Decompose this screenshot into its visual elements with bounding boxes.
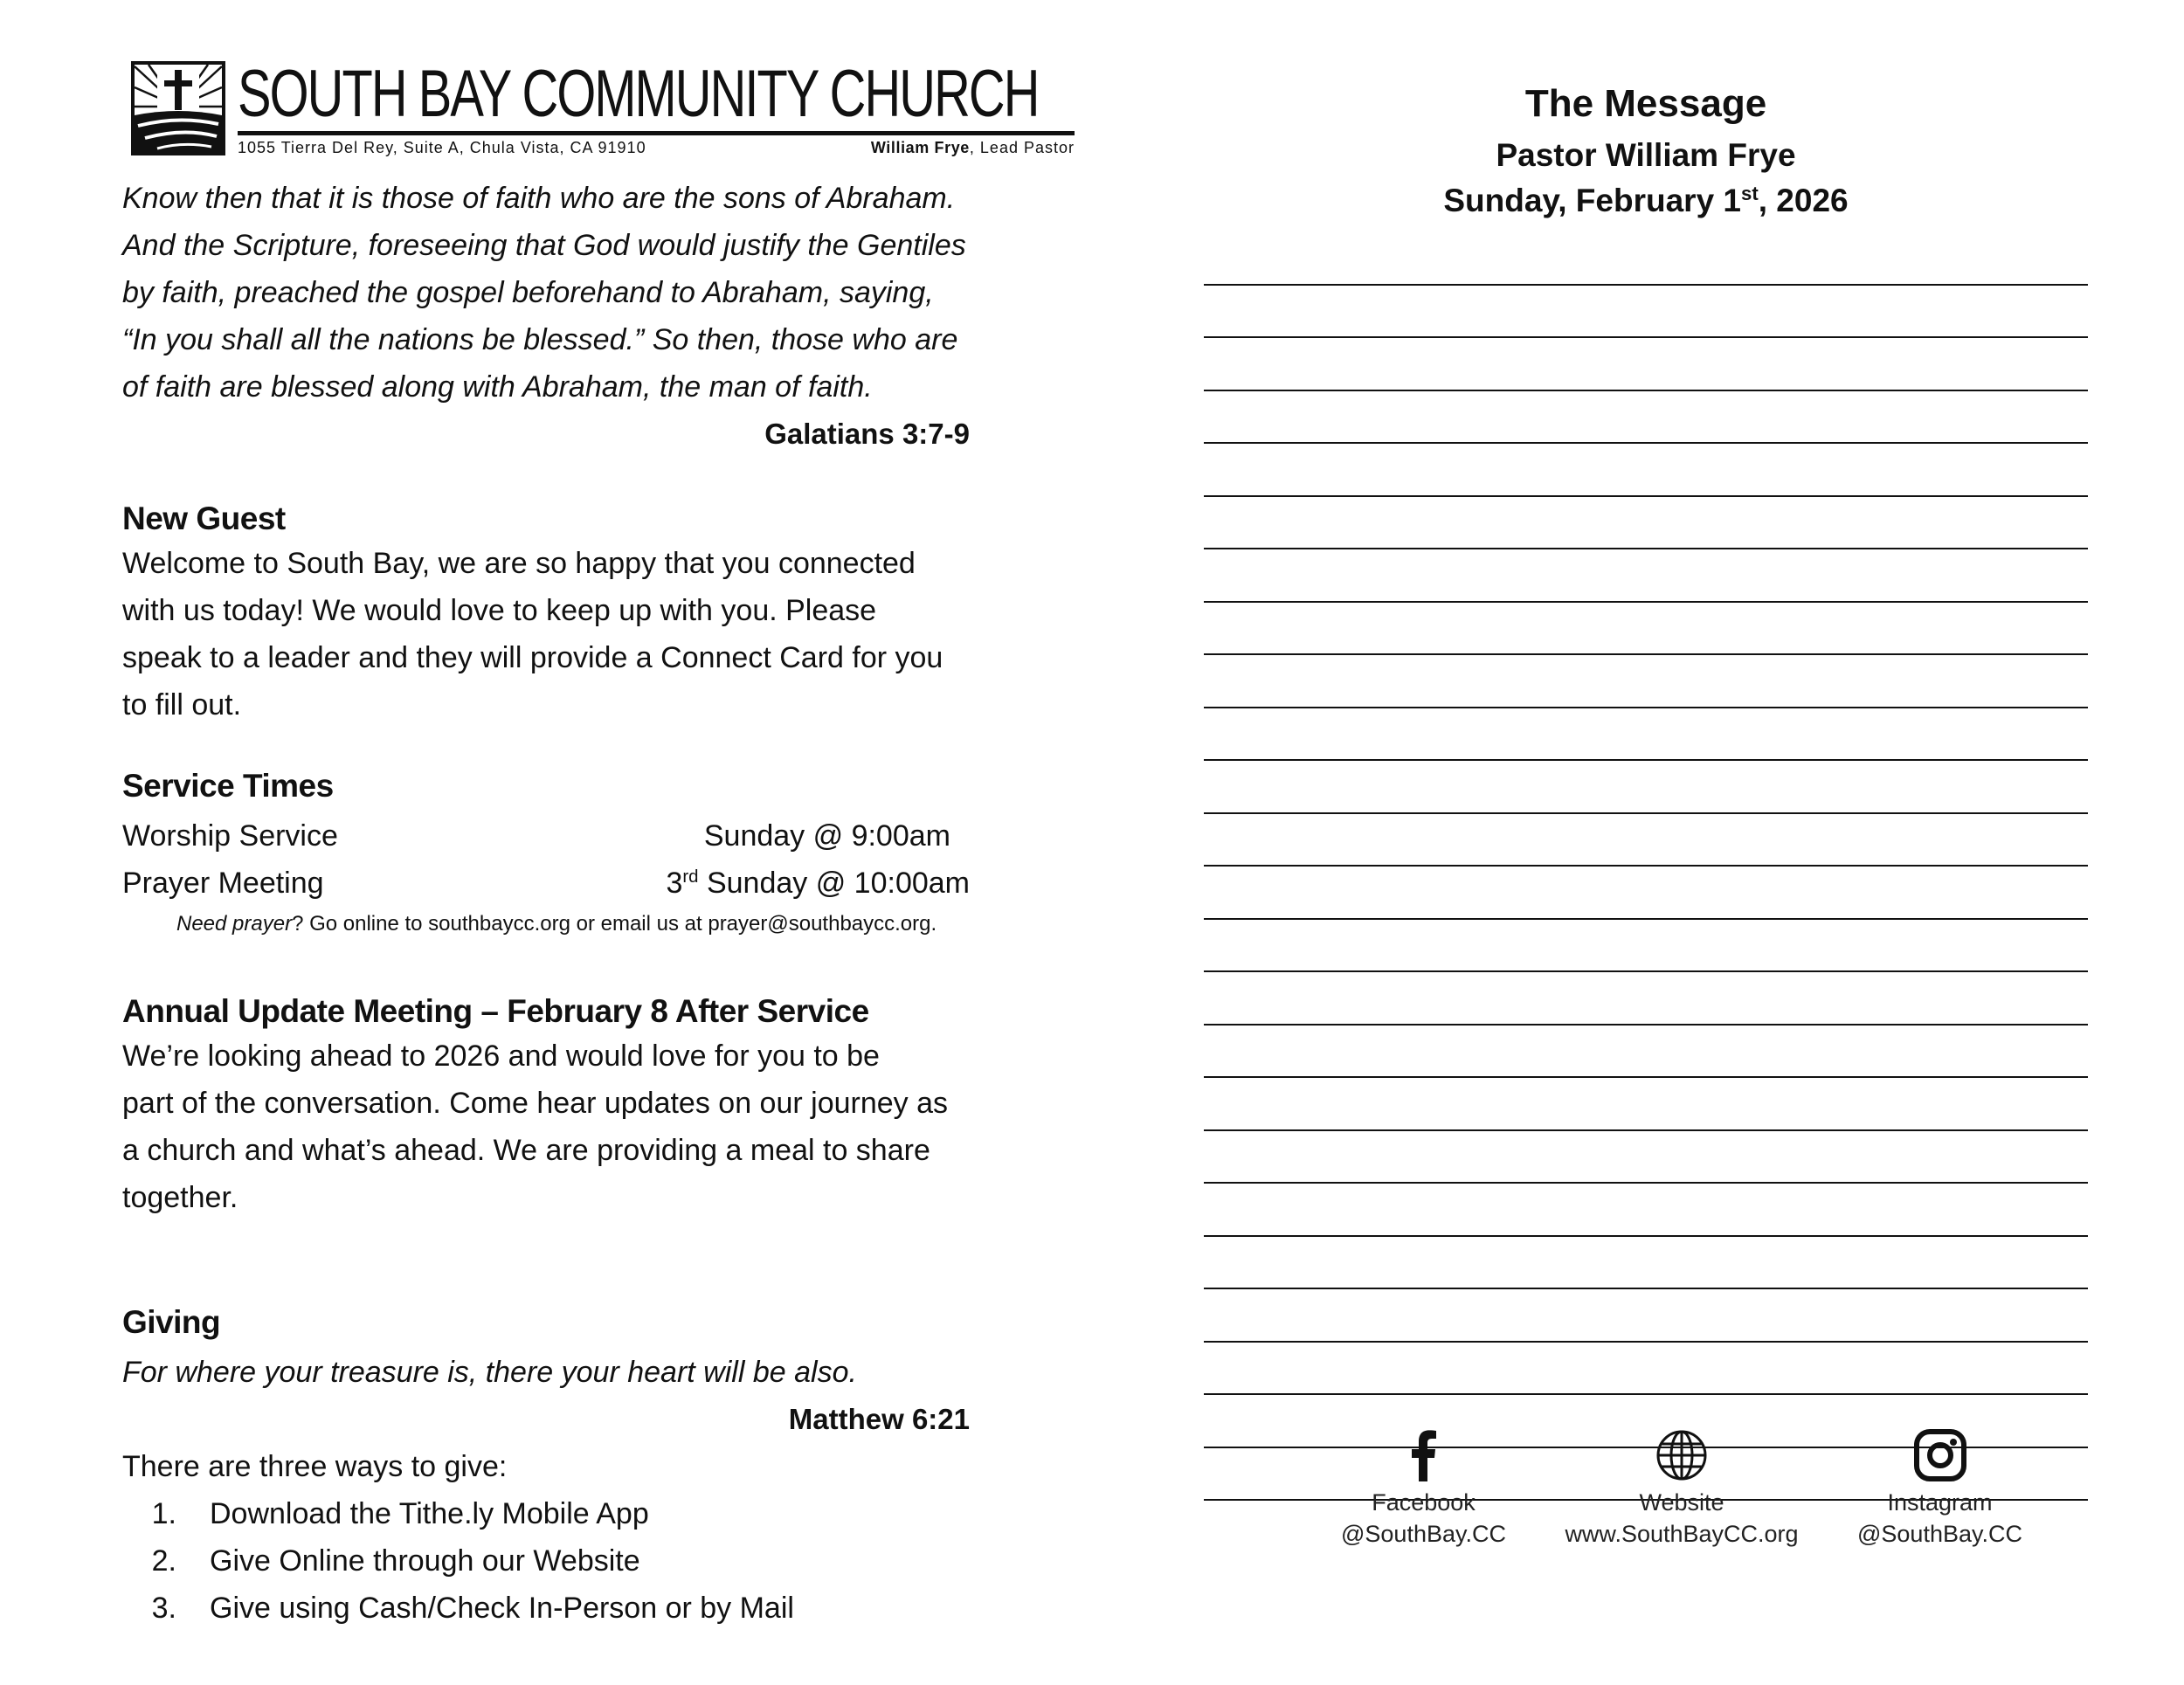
facebook-icon [1411, 1429, 1437, 1481]
instagram-link[interactable] [1857, 1417, 2022, 1550]
list-number: 2. [151, 1544, 176, 1578]
giving-intro: There are three ways to give: [122, 1450, 508, 1483]
giving-heading: Giving [122, 1304, 221, 1340]
church-address: 1055 Tierra Del Rey, Suite A, Chula Vista, CA 91910 [238, 139, 646, 156]
website-label: Website [1639, 1489, 1724, 1516]
text-line: Welcome to South Bay, we are so happy that you connected [122, 547, 916, 580]
service-times-heading: Service Times [122, 768, 334, 804]
list-item [122, 1537, 978, 1585]
social-links [1341, 1417, 2022, 1550]
text-line: a church and what’s ahead. We are providing a meal to share [122, 1134, 930, 1167]
note-line [1204, 497, 2088, 550]
note-line [1204, 867, 2088, 920]
globe-icon [1655, 1429, 1708, 1481]
note-line [1204, 1289, 2088, 1343]
text-line: speak to a leader and they will provide a Connect Card for you [122, 641, 943, 674]
header-rule [238, 131, 1075, 135]
note-line [1204, 603, 2088, 656]
note-line [1204, 232, 2088, 286]
church-logo [131, 61, 225, 155]
text-line: part of the conversation. Come hear updates on our journey as [122, 1087, 949, 1120]
note-line [1204, 1026, 2088, 1079]
list-number: 1. [151, 1497, 176, 1530]
message-date-prefix: Sunday, February 1 [1443, 183, 1742, 218]
text-line: together. [122, 1181, 238, 1214]
giving-methods-list [122, 1490, 978, 1632]
left-panel [122, 57, 1075, 1625]
church-address-line [238, 139, 1075, 157]
verse-line: by faith, preached the gospel beforehand to Abraham, saying, [122, 276, 934, 309]
list-text: Give using Cash/Check In-Person or by Mail [210, 1592, 794, 1625]
note-line [1204, 655, 2088, 708]
sermon-note-lines [1204, 232, 2088, 1501]
facebook-handle: @SouthBay.CC [1341, 1521, 1506, 1547]
new-guest-section [122, 498, 978, 729]
note-line [1204, 1131, 2088, 1184]
church-header [122, 57, 1075, 164]
opening-verse [122, 175, 987, 411]
church-name: SOUTH BAY COMMUNITY CHURCH [238, 57, 1039, 131]
annual-meeting-section [122, 991, 978, 1221]
prayer-note-text: ? Go online to southbaycc.org or email us at prayer@southbaycc.org. [292, 912, 937, 936]
text-line: We’re looking ahead to 2026 and would love for you to be [122, 1039, 880, 1073]
verse-line: And the Scripture, foreseeing that God would justify the Gentiles [122, 229, 966, 262]
list-number: 3. [151, 1592, 176, 1625]
new-guest-heading: New Guest [122, 501, 286, 536]
prayer-note-italic: Need prayer [176, 912, 293, 936]
giving-section [122, 1302, 978, 1632]
message-date [1204, 178, 2088, 224]
cross-logo-icon [131, 61, 225, 155]
giving-verse: For where your treasure is, there your heart will be also. [122, 1356, 857, 1389]
note-line [1204, 391, 2088, 445]
text-line: with us today! We would love to keep up with you. Please [122, 594, 877, 627]
prayer-meeting-name: Prayer Meeting [122, 867, 324, 900]
list-item [122, 1490, 978, 1537]
service-times-section [122, 765, 970, 942]
annual-meeting-text [122, 1032, 978, 1221]
note-line [1204, 549, 2088, 603]
worship-service-name: Worship Service [122, 819, 338, 853]
facebook-link[interactable] [1341, 1417, 1506, 1550]
message-pastor: Pastor William Frye [1496, 137, 1796, 173]
note-line [1204, 338, 2088, 391]
lead-pastor-role: , Lead Pastor [969, 139, 1075, 156]
instagram-label: Instagram [1887, 1489, 1993, 1516]
opening-verse-reference: Galatians 3:7-9 [764, 418, 970, 450]
list-text: Download the Tithe.ly Mobile App [210, 1497, 649, 1530]
note-line [1204, 1078, 2088, 1131]
list-text: Give Online through our Website [210, 1544, 640, 1578]
new-guest-text [122, 540, 978, 729]
prayer-ordinal-suffix: rd [682, 867, 699, 887]
note-line [1204, 444, 2088, 497]
verse-line: Know then that it is those of faith who are the sons of Abraham. [122, 182, 956, 215]
prayer-time-text: Sunday @ 10:00am [698, 867, 970, 900]
lead-pastor [871, 139, 1075, 157]
prayer-meeting-row [122, 860, 970, 907]
note-line [1204, 972, 2088, 1026]
note-line [1204, 920, 2088, 973]
right-panel [1204, 77, 2088, 1501]
note-line [1204, 708, 2088, 762]
worship-service-time: Sunday @ 9:00am [703, 819, 950, 853]
prayer-ordinal-number: 3 [666, 867, 683, 900]
message-date-ordinal: st [1741, 182, 1759, 204]
verse-line: “In you shall all the nations be blessed.” So then, those who are [122, 323, 958, 356]
worship-service-row [122, 812, 970, 860]
website-url: www.SouthBayCC.org [1565, 1521, 1799, 1547]
note-line [1204, 1237, 2088, 1290]
list-item [122, 1585, 978, 1632]
note-line [1204, 814, 2088, 867]
instagram-handle: @SouthBay.CC [1857, 1521, 2022, 1547]
message-date-suffix: , 2026 [1758, 183, 1849, 218]
giving-verse-reference: Matthew 6:21 [788, 1403, 970, 1435]
facebook-label: Facebook [1372, 1489, 1476, 1516]
instagram-icon [1914, 1429, 1966, 1481]
note-line [1204, 1343, 2088, 1396]
note-line [1204, 761, 2088, 814]
note-line [1204, 286, 2088, 339]
verse-line: of faith are blessed along with Abraham, the man of faith. [122, 370, 873, 404]
website-link[interactable] [1565, 1417, 1798, 1550]
prayer-meeting-time [666, 860, 970, 907]
annual-meeting-heading: Annual Update Meeting – February 8 After Service [122, 993, 869, 1029]
message-title: The Message [1524, 82, 1767, 125]
prayer-note [122, 907, 970, 942]
lead-pastor-name: William Frye [870, 139, 970, 156]
note-line [1204, 1184, 2088, 1237]
text-line: to fill out. [122, 688, 242, 722]
